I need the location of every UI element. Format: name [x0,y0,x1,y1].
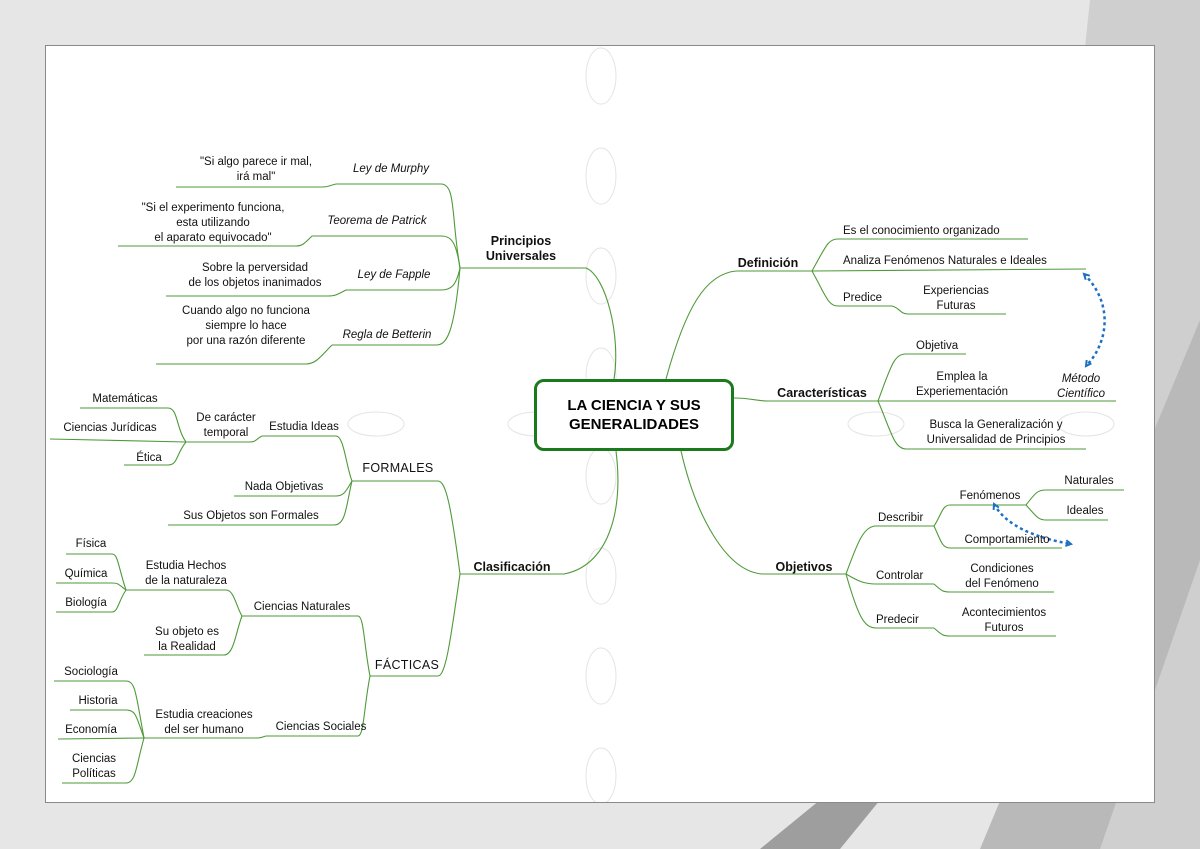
sociologia: Sociología [64,666,118,678]
facticas-node[interactable]: FÁCTICAS [374,658,440,672]
temporal-juridicas [50,439,186,442]
watermark-ellipse [586,548,616,604]
caracteristicas-node[interactable]: Características [777,386,867,400]
quimica: Química [64,568,108,580]
watermark-ellipse [848,412,904,436]
def-conocimiento: Es el conocimiento organizado [843,225,1000,237]
estudia-hechos: Estudia Hechos de la naturaleza [145,560,227,587]
experiencias-futuras: Experiencias Futuras [923,285,989,312]
watermark-ellipse [348,412,404,436]
creaciones-economia [58,738,144,739]
branch-formales [352,481,460,574]
facticas-naturales [242,616,370,676]
branch-objetivos [681,451,846,574]
def-analiza: Analiza Fenómenos Naturales e Ideales [843,255,1047,267]
matematicas: Matemáticas [92,393,158,405]
ley-murphy-text: "Si algo parece ir mal, irá mal" [199,156,313,183]
watermark-ellipse [586,448,616,504]
watermark-ellipse [586,248,616,304]
branch-clasificacion [460,451,618,574]
central-topic[interactable]: LA CIENCIA Y SUS GENERALIDADES [534,379,734,451]
teorema-patrick-text: "Si el experimento funciona, esta utilizando el aparato equivocado" [141,202,285,244]
objetivos-node[interactable]: Objetivos [775,560,833,574]
regla-betterin[interactable]: Regla de Betterin [342,329,432,341]
hechos-quimica [56,583,126,590]
obj-acontecimientos: Acontecimientos Futuros [961,607,1047,634]
fisica: Física [75,538,107,550]
ley-fapple-text: Sobre la perversidad de los objetos inanimados [188,262,322,289]
obj-condiciones: Condiciones del Fenómeno [965,563,1039,590]
regla-betterin-text: Cuando algo no funciona siempre lo hace por una razón diferente [182,305,310,347]
obj-predecir: Predecir [876,614,919,626]
ciencias-sociales[interactable]: Ciencias Sociales [275,721,367,733]
ciencias-naturales[interactable]: Ciencias Naturales [253,601,351,613]
estudia-ideas[interactable]: Estudia Ideas [269,421,339,433]
def-predice: Predice [843,292,882,304]
car-experimentacion: Emplea la Experiementación [915,371,1009,398]
watermark-ellipse [586,648,616,704]
su-objeto-realidad: Su objeto es la Realidad [155,626,219,653]
definicion-node[interactable]: Definición [737,256,799,270]
obj-controlar: Controlar [876,570,924,582]
formales-node[interactable]: FORMALES [362,461,434,475]
naturales-hechos [126,590,242,616]
caracter-temporal: De carácter temporal [196,412,256,439]
car-objetiva: Objetiva [916,340,959,352]
car-generalizacion: Busca la Generalización y Universalidad de Principios [926,419,1066,446]
ley-murphy[interactable]: Ley de Murphy [352,163,430,175]
metodo-cientifico: Método Científico [1057,373,1105,400]
teorema-patrick[interactable]: Teorema de Patrick [327,215,427,227]
obj-naturales: Naturales [1064,475,1114,487]
etica: Ética [136,452,162,464]
clasificacion-node[interactable]: Clasificación [473,560,551,574]
obj-ideales: Ideales [1066,505,1104,517]
obj-describir: Describir [878,512,924,524]
estudia-creaciones: Estudia creaciones del ser humano [155,709,253,736]
economia: Economía [65,724,117,736]
branch-definicion [666,271,812,379]
principios-universales-node[interactable]: Principios Universales [485,234,557,263]
arrow-analiza-metodo [1084,274,1105,366]
nada-objetivas: Nada Objetivas [244,481,324,493]
def-item2 [812,269,1086,271]
obj-describir [846,526,934,574]
formales-ideas [262,436,352,481]
fenomenos-naturales [1026,490,1124,505]
obj-fenomenos: Fenómenos [959,490,1021,502]
ciencias-politicas: Ciencias Políticas [71,753,117,780]
branch-principios [460,268,616,379]
ley-fapple[interactable]: Ley de Fapple [357,269,431,281]
sus-objetos-formales: Sus Objetos son Formales [183,510,319,522]
obj-comportamiento: Comportamiento [964,534,1050,546]
watermark-ellipse [586,48,616,104]
watermark-ellipse [586,148,616,204]
biologia: Biología [65,597,107,609]
ciencias-juridicas: Ciencias Jurídicas [63,422,157,434]
historia: Historia [78,695,118,707]
mindmap-canvas [45,45,1155,803]
watermark-ellipse [586,748,616,803]
